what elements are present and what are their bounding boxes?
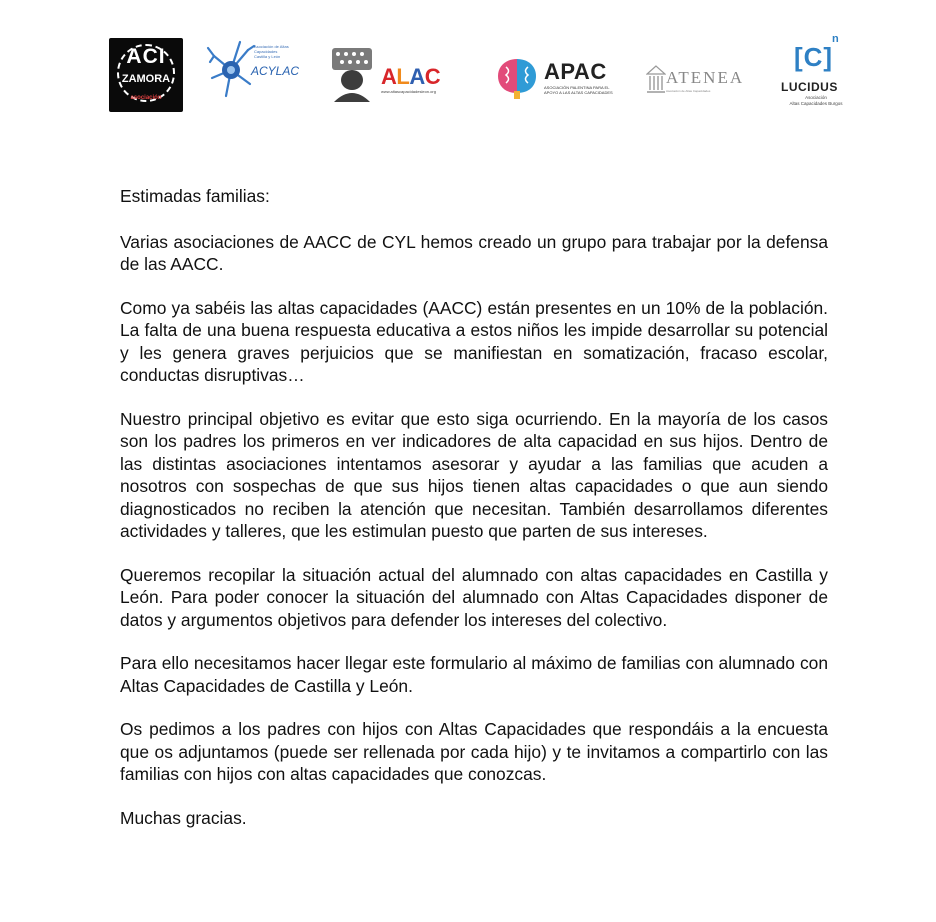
lucidus-exponent: n bbox=[832, 33, 839, 45]
letter-body bbox=[120, 185, 828, 850]
head-gears-icon bbox=[326, 44, 378, 102]
atenea-logo bbox=[646, 62, 756, 102]
logo-header bbox=[0, 0, 936, 140]
paragraph-3: Nuestro principal objetivo es evitar que esto siga ocurriendo. En la mayoría de los casos son los padres los primeros en ver indicadores de alta capacidad en sus hijos. Dentro de las distintas asociaciones intentamos asesorar y ayudar a las familias que acuden a nosotros con sospechas de que sus hijos tienen altas capacidades o que aun siendo diagnosticados no reciben la atención que necesitan. También desarrollamos diferentes actividades y talleres, que les estimulan puesto que parten de sus intereses. bbox=[120, 408, 828, 541]
aci-logo-sub: asociación bbox=[130, 95, 162, 101]
alac-name: ALAC bbox=[381, 64, 441, 89]
neuron-icon bbox=[206, 38, 256, 102]
atenea-subtitle: Asociación de Altas Capacidades bbox=[666, 89, 711, 93]
greeting: Estimadas familias: bbox=[120, 186, 270, 206]
acylac-name: ACYLAC bbox=[251, 64, 300, 78]
lucidus-sub-line-1: Asociación bbox=[805, 95, 827, 100]
apac-sub-line-2: APOYO A LAS ALTAS CAPACIDADES bbox=[544, 90, 613, 95]
aci-logo-title: ACI bbox=[126, 45, 166, 68]
lucidus-mark: [C] bbox=[794, 42, 834, 72]
apac-sub-line-1: ASOCIACIÓN PALENTINA PARA EL bbox=[544, 85, 610, 90]
lucidus-logo bbox=[776, 32, 856, 112]
lucidus-sub-line-2: Altas Capacidades Burgos bbox=[789, 101, 843, 106]
atenea-name: ATENEA bbox=[666, 68, 745, 87]
aci-zamora-logo bbox=[109, 38, 183, 112]
apac-name: APAC bbox=[544, 59, 607, 84]
apac-logo bbox=[494, 55, 624, 107]
acylac-small-text: Asociación de Altas Capacidades Castilla y León bbox=[254, 44, 289, 59]
paragraph-2: Como ya sabéis las altas capacidades (AACC) están presentes en un 10% de la población. La falta de una buena respuesta educativa a estos niños les impide desarrollar su potencial y les genera graves perjuicios que se manifiestan en somatización, fracaso escolar, conductas disruptivas… bbox=[120, 297, 828, 385]
aci-logo-city: ZAMORA bbox=[121, 73, 171, 85]
lucidus-name: LUCIDUS bbox=[781, 80, 838, 94]
paragraph-4: Queremos recopilar la situación actual del alumnado con altas capacidades en Castilla y León. Para poder conocer la situación del alumnado con Altas Capacidades disponer de datos y argumentos objetivos para defender los intereses del colectivo. bbox=[120, 564, 828, 630]
acylac-logo bbox=[206, 38, 300, 102]
brain-icon bbox=[494, 55, 540, 101]
paragraph-1: Varias asociaciones de AACC de CYL hemos creado un grupo para trabajar por la defensa de las AACC. bbox=[120, 231, 828, 274]
alac-website: www.altascapacidadesleon.org bbox=[381, 89, 436, 94]
apac-subtitle bbox=[544, 85, 613, 95]
paragraph-5: Para ello necesitamos hacer llegar este formulario al máximo de familias con alumnado con Altas Capacidades de Castilla y León. bbox=[120, 653, 828, 696]
closing: Muchas gracias. bbox=[120, 807, 247, 828]
alac-logo bbox=[326, 44, 466, 102]
temple-icon bbox=[646, 62, 666, 96]
paragraph-6: Os pedimos a los padres con hijos con Altas Capacidades que respondáis a la encuesta que os adjuntamos (puede ser rellenada por cada hijo) y te invitamos a compartirlo con las familias con hijos con altas capacidades que conozcas. bbox=[120, 719, 828, 784]
